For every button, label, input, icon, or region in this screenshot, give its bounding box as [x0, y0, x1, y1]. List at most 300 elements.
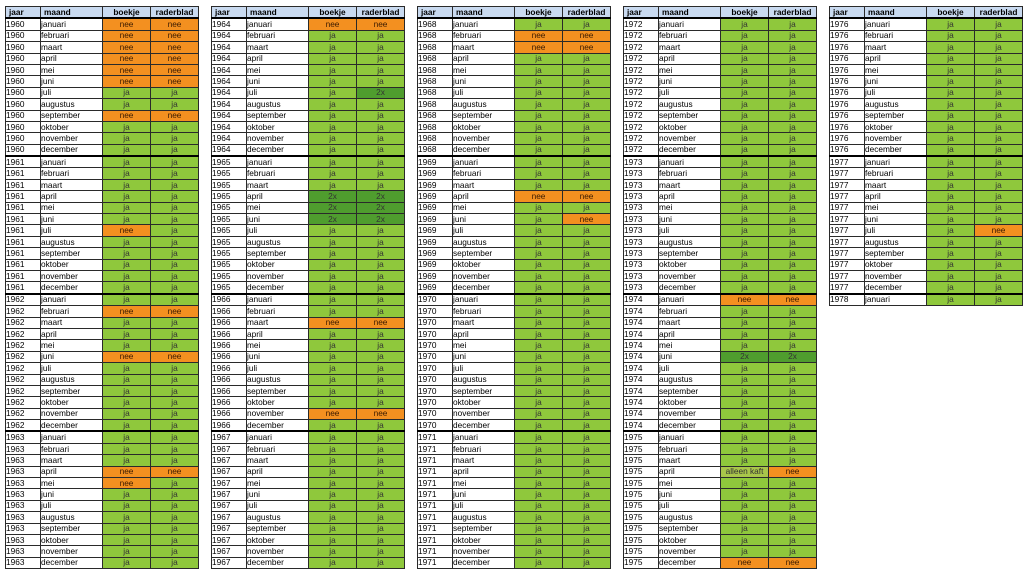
year-cell[interactable]: 1968 — [418, 30, 453, 41]
boekje-cell[interactable]: ja — [721, 236, 769, 247]
raderblad-cell[interactable]: ja — [975, 144, 1023, 156]
year-cell[interactable]: 1972 — [624, 133, 659, 144]
raderblad-cell[interactable]: ja — [563, 385, 611, 396]
month-cell[interactable]: mei — [453, 202, 515, 213]
raderblad-cell[interactable]: ja — [975, 30, 1023, 41]
boekje-cell[interactable]: ja — [927, 110, 975, 121]
raderblad-cell[interactable]: ja — [769, 214, 817, 225]
month-cell[interactable]: juli — [659, 225, 721, 236]
boekje-cell[interactable]: nee — [103, 351, 151, 362]
boekje-cell[interactable]: ja — [515, 443, 563, 454]
month-cell[interactable]: september — [247, 523, 309, 534]
year-cell[interactable]: 1960 — [6, 121, 41, 132]
boekje-cell[interactable]: ja — [721, 270, 769, 281]
month-cell[interactable]: februari — [659, 306, 721, 317]
boekje-cell[interactable]: ja — [515, 144, 563, 156]
raderblad-cell[interactable]: ja — [151, 282, 199, 294]
year-cell[interactable]: 1975 — [624, 546, 659, 557]
boekje-cell[interactable]: ja — [103, 144, 151, 156]
boekje-cell[interactable]: ja — [515, 385, 563, 396]
month-cell[interactable]: augustus — [865, 99, 927, 110]
year-cell[interactable]: 1973 — [624, 214, 659, 225]
raderblad-cell[interactable]: ja — [563, 478, 611, 489]
year-cell[interactable]: 1968 — [418, 87, 453, 98]
year-cell[interactable]: 1974 — [624, 317, 659, 328]
boekje-cell[interactable]: ja — [309, 397, 357, 408]
boekje-cell[interactable]: ja — [721, 202, 769, 213]
boekje-cell[interactable]: ja — [721, 546, 769, 557]
year-cell[interactable]: 1977 — [830, 259, 865, 270]
month-cell[interactable]: augustus — [247, 236, 309, 247]
year-cell[interactable]: 1973 — [624, 168, 659, 179]
raderblad-cell[interactable]: ja — [975, 42, 1023, 53]
year-cell[interactable]: 1961 — [6, 236, 41, 247]
boekje-cell[interactable]: ja — [309, 500, 357, 511]
month-cell[interactable]: november — [659, 546, 721, 557]
raderblad-cell[interactable]: ja — [151, 144, 199, 156]
month-cell[interactable]: januari — [247, 156, 309, 168]
month-cell[interactable]: januari — [41, 18, 103, 30]
boekje-cell[interactable]: ja — [721, 512, 769, 523]
raderblad-cell[interactable]: ja — [975, 156, 1023, 168]
month-cell[interactable]: oktober — [865, 259, 927, 270]
month-cell[interactable]: juli — [41, 87, 103, 98]
month-cell[interactable]: januari — [659, 18, 721, 30]
month-cell[interactable]: april — [453, 466, 515, 477]
raderblad-cell[interactable]: ja — [563, 546, 611, 557]
year-cell[interactable]: 1962 — [6, 397, 41, 408]
year-cell[interactable]: 1974 — [624, 385, 659, 396]
month-cell[interactable]: januari — [865, 294, 927, 306]
month-cell[interactable]: april — [659, 466, 721, 477]
boekje-cell[interactable]: ja — [721, 523, 769, 534]
year-cell[interactable]: 1969 — [418, 179, 453, 190]
month-cell[interactable]: april — [865, 53, 927, 64]
year-cell[interactable]: 1968 — [418, 121, 453, 132]
year-cell[interactable]: 1969 — [418, 191, 453, 202]
raderblad-cell[interactable]: ja — [769, 64, 817, 75]
month-cell[interactable]: april — [453, 191, 515, 202]
year-cell[interactable]: 1960 — [6, 87, 41, 98]
boekje-cell[interactable]: nee — [103, 466, 151, 477]
boekje-cell[interactable]: ja — [103, 179, 151, 190]
boekje-cell[interactable]: nee — [309, 408, 357, 419]
year-cell[interactable]: 1963 — [6, 523, 41, 534]
boekje-cell[interactable]: ja — [721, 455, 769, 466]
month-cell[interactable]: maart — [659, 42, 721, 53]
month-cell[interactable]: juli — [453, 225, 515, 236]
boekje-cell[interactable]: ja — [309, 144, 357, 156]
month-cell[interactable]: mei — [453, 64, 515, 75]
month-cell[interactable]: augustus — [247, 99, 309, 110]
month-cell[interactable]: december — [453, 420, 515, 432]
month-cell[interactable]: juli — [41, 363, 103, 374]
raderblad-cell[interactable]: ja — [975, 236, 1023, 247]
raderblad-cell[interactable]: 2x — [357, 214, 405, 225]
year-cell[interactable]: 1974 — [624, 328, 659, 339]
year-cell[interactable]: 1970 — [418, 306, 453, 317]
year-cell[interactable]: 1967 — [212, 523, 247, 534]
year-cell[interactable]: 1961 — [6, 214, 41, 225]
raderblad-cell[interactable]: ja — [563, 168, 611, 179]
boekje-cell[interactable]: ja — [721, 385, 769, 396]
boekje-cell[interactable]: ja — [309, 282, 357, 294]
month-cell[interactable]: juni — [453, 489, 515, 500]
raderblad-cell[interactable]: ja — [975, 76, 1023, 87]
boekje-cell[interactable]: ja — [103, 191, 151, 202]
raderblad-cell[interactable]: nee — [769, 466, 817, 477]
raderblad-cell[interactable]: ja — [151, 340, 199, 351]
month-cell[interactable]: maart — [659, 317, 721, 328]
year-cell[interactable]: 1975 — [624, 500, 659, 511]
month-cell[interactable]: februari — [41, 443, 103, 454]
raderblad-cell[interactable]: ja — [769, 99, 817, 110]
year-cell[interactable]: 1966 — [212, 306, 247, 317]
boekje-cell[interactable]: ja — [309, 420, 357, 432]
raderblad-cell[interactable]: ja — [357, 374, 405, 385]
boekje-cell[interactable]: ja — [103, 523, 151, 534]
boekje-cell[interactable]: ja — [721, 156, 769, 168]
month-cell[interactable]: augustus — [453, 512, 515, 523]
year-cell[interactable]: 1965 — [212, 156, 247, 168]
boekje-cell[interactable]: ja — [309, 478, 357, 489]
month-cell[interactable]: april — [453, 53, 515, 64]
year-cell[interactable]: 1968 — [418, 42, 453, 53]
month-cell[interactable]: april — [659, 53, 721, 64]
year-cell[interactable]: 1975 — [624, 557, 659, 568]
month-cell[interactable]: oktober — [41, 534, 103, 545]
raderblad-cell[interactable]: nee — [151, 64, 199, 75]
boekje-cell[interactable]: ja — [515, 363, 563, 374]
boekje-cell[interactable]: ja — [515, 557, 563, 568]
boekje-cell[interactable]: ja — [927, 156, 975, 168]
boekje-cell[interactable]: ja — [927, 270, 975, 281]
raderblad-cell[interactable]: ja — [357, 156, 405, 168]
month-cell[interactable]: oktober — [41, 121, 103, 132]
year-cell[interactable]: 1964 — [212, 121, 247, 132]
boekje-cell[interactable]: ja — [515, 259, 563, 270]
boekje-cell[interactable]: ja — [721, 248, 769, 259]
month-cell[interactable]: oktober — [247, 121, 309, 132]
month-cell[interactable]: januari — [247, 431, 309, 443]
boekje-cell[interactable]: ja — [721, 18, 769, 30]
month-cell[interactable]: maart — [247, 42, 309, 53]
boekje-cell[interactable]: nee — [103, 64, 151, 75]
raderblad-cell[interactable]: ja — [563, 121, 611, 132]
month-cell[interactable]: december — [41, 282, 103, 294]
month-cell[interactable]: juli — [865, 87, 927, 98]
year-cell[interactable]: 1960 — [6, 110, 41, 121]
year-cell[interactable]: 1961 — [6, 225, 41, 236]
year-cell[interactable]: 1965 — [212, 168, 247, 179]
boekje-cell[interactable]: ja — [103, 557, 151, 568]
raderblad-cell[interactable]: ja — [563, 500, 611, 511]
month-cell[interactable]: september — [453, 248, 515, 259]
year-cell[interactable]: 1977 — [830, 202, 865, 213]
raderblad-cell[interactable]: ja — [357, 53, 405, 64]
raderblad-cell[interactable]: ja — [563, 282, 611, 294]
year-cell[interactable]: 1977 — [830, 214, 865, 225]
boekje-cell[interactable]: ja — [515, 76, 563, 87]
year-cell[interactable]: 1964 — [212, 110, 247, 121]
year-cell[interactable]: 1974 — [624, 408, 659, 419]
month-cell[interactable]: maart — [453, 42, 515, 53]
boekje-cell[interactable]: ja — [721, 443, 769, 454]
raderblad-cell[interactable]: ja — [151, 455, 199, 466]
month-cell[interactable]: december — [453, 282, 515, 294]
month-cell[interactable]: juli — [247, 363, 309, 374]
boekje-cell[interactable]: ja — [721, 42, 769, 53]
raderblad-cell[interactable]: ja — [357, 420, 405, 432]
month-cell[interactable]: november — [453, 408, 515, 419]
raderblad-cell[interactable]: ja — [975, 282, 1023, 294]
raderblad-cell[interactable]: ja — [151, 385, 199, 396]
boekje-cell[interactable]: ja — [515, 225, 563, 236]
raderblad-cell[interactable]: ja — [357, 534, 405, 545]
year-cell[interactable]: 1966 — [212, 374, 247, 385]
boekje-cell[interactable]: ja — [927, 259, 975, 270]
raderblad-cell[interactable]: ja — [563, 523, 611, 534]
month-cell[interactable]: maart — [247, 455, 309, 466]
month-cell[interactable]: april — [659, 191, 721, 202]
raderblad-cell[interactable]: ja — [563, 156, 611, 168]
month-cell[interactable]: september — [247, 385, 309, 396]
raderblad-cell[interactable]: ja — [151, 328, 199, 339]
month-cell[interactable]: september — [659, 248, 721, 259]
raderblad-cell[interactable]: nee — [357, 317, 405, 328]
year-cell[interactable]: 1974 — [624, 351, 659, 362]
raderblad-cell[interactable]: ja — [357, 546, 405, 557]
month-cell[interactable]: februari — [865, 30, 927, 41]
boekje-cell[interactable]: nee — [103, 30, 151, 41]
boekje-cell[interactable]: ja — [103, 546, 151, 557]
year-cell[interactable]: 1965 — [212, 191, 247, 202]
year-cell[interactable]: 1962 — [6, 420, 41, 432]
raderblad-cell[interactable]: nee — [151, 306, 199, 317]
month-cell[interactable]: oktober — [41, 259, 103, 270]
year-cell[interactable]: 1967 — [212, 512, 247, 523]
raderblad-cell[interactable]: nee — [151, 42, 199, 53]
raderblad-cell[interactable]: ja — [563, 202, 611, 213]
raderblad-cell[interactable]: ja — [151, 500, 199, 511]
raderblad-cell[interactable]: ja — [975, 53, 1023, 64]
month-cell[interactable]: oktober — [247, 534, 309, 545]
month-cell[interactable]: september — [865, 248, 927, 259]
raderblad-cell[interactable]: ja — [769, 168, 817, 179]
boekje-cell[interactable]: nee — [103, 42, 151, 53]
year-cell[interactable]: 1961 — [6, 179, 41, 190]
raderblad-cell[interactable]: ja — [975, 168, 1023, 179]
month-cell[interactable]: januari — [41, 431, 103, 443]
month-cell[interactable]: november — [41, 133, 103, 144]
raderblad-cell[interactable]: ja — [563, 225, 611, 236]
month-cell[interactable]: juni — [453, 76, 515, 87]
month-cell[interactable]: maart — [41, 455, 103, 466]
month-cell[interactable]: november — [453, 546, 515, 557]
raderblad-cell[interactable]: ja — [563, 466, 611, 477]
month-cell[interactable]: juni — [865, 76, 927, 87]
raderblad-cell[interactable]: ja — [357, 259, 405, 270]
boekje-cell[interactable]: ja — [515, 110, 563, 121]
boekje-cell[interactable]: ja — [927, 53, 975, 64]
boekje-cell[interactable]: ja — [515, 282, 563, 294]
year-cell[interactable]: 1976 — [830, 64, 865, 75]
raderblad-cell[interactable]: ja — [563, 363, 611, 374]
year-cell[interactable]: 1971 — [418, 534, 453, 545]
boekje-cell[interactable]: ja — [103, 534, 151, 545]
raderblad-cell[interactable]: ja — [151, 191, 199, 202]
year-cell[interactable]: 1966 — [212, 328, 247, 339]
boekje-cell[interactable]: ja — [927, 64, 975, 75]
month-cell[interactable]: juni — [453, 351, 515, 362]
year-cell[interactable]: 1968 — [418, 64, 453, 75]
year-cell[interactable]: 1967 — [212, 534, 247, 545]
year-cell[interactable]: 1966 — [212, 340, 247, 351]
month-cell[interactable]: november — [659, 133, 721, 144]
boekje-cell[interactable]: ja — [515, 156, 563, 168]
month-cell[interactable]: juni — [247, 76, 309, 87]
month-cell[interactable]: augustus — [453, 236, 515, 247]
boekje-cell[interactable]: ja — [515, 306, 563, 317]
boekje-cell[interactable]: ja — [309, 236, 357, 247]
year-cell[interactable]: 1964 — [212, 18, 247, 30]
year-cell[interactable]: 1974 — [624, 340, 659, 351]
boekje-cell[interactable]: ja — [309, 523, 357, 534]
boekje-cell[interactable]: ja — [309, 385, 357, 396]
raderblad-cell[interactable]: nee — [563, 42, 611, 53]
month-cell[interactable]: december — [659, 420, 721, 432]
boekje-cell[interactable]: ja — [515, 489, 563, 500]
year-cell[interactable]: 1970 — [418, 397, 453, 408]
boekje-cell[interactable]: ja — [309, 30, 357, 41]
boekje-cell[interactable]: ja — [103, 443, 151, 454]
boekje-cell[interactable]: ja — [309, 466, 357, 477]
month-cell[interactable]: juli — [247, 500, 309, 511]
raderblad-cell[interactable]: ja — [563, 110, 611, 121]
year-cell[interactable]: 1964 — [212, 144, 247, 156]
raderblad-cell[interactable]: ja — [563, 351, 611, 362]
year-cell[interactable]: 1972 — [624, 99, 659, 110]
month-cell[interactable]: mei — [41, 478, 103, 489]
year-cell[interactable]: 1970 — [418, 340, 453, 351]
year-cell[interactable]: 1971 — [418, 523, 453, 534]
boekje-cell[interactable]: nee — [103, 306, 151, 317]
year-cell[interactable]: 1970 — [418, 408, 453, 419]
month-cell[interactable]: september — [453, 110, 515, 121]
month-cell[interactable]: april — [41, 191, 103, 202]
month-cell[interactable]: februari — [453, 168, 515, 179]
raderblad-cell[interactable]: ja — [151, 294, 199, 306]
month-cell[interactable]: maart — [453, 179, 515, 190]
boekje-cell[interactable]: ja — [927, 282, 975, 294]
raderblad-cell[interactable]: ja — [769, 489, 817, 500]
year-cell[interactable]: 1972 — [624, 18, 659, 30]
boekje-cell[interactable]: ja — [103, 317, 151, 328]
year-cell[interactable]: 1978 — [830, 294, 865, 306]
raderblad-cell[interactable]: ja — [769, 282, 817, 294]
year-cell[interactable]: 1968 — [418, 99, 453, 110]
raderblad-cell[interactable]: ja — [769, 87, 817, 98]
boekje-cell[interactable]: ja — [927, 121, 975, 132]
year-cell[interactable]: 1972 — [624, 53, 659, 64]
year-cell[interactable]: 1970 — [418, 363, 453, 374]
raderblad-cell[interactable]: ja — [357, 443, 405, 454]
year-cell[interactable]: 1970 — [418, 351, 453, 362]
year-cell[interactable]: 1961 — [6, 156, 41, 168]
raderblad-cell[interactable]: ja — [357, 557, 405, 568]
raderblad-cell[interactable]: ja — [769, 420, 817, 432]
boekje-cell[interactable]: ja — [103, 328, 151, 339]
boekje-cell[interactable]: ja — [721, 179, 769, 190]
year-cell[interactable]: 1969 — [418, 168, 453, 179]
boekje-cell[interactable]: ja — [515, 18, 563, 30]
year-cell[interactable]: 1975 — [624, 534, 659, 545]
year-cell[interactable]: 1960 — [6, 18, 41, 30]
month-cell[interactable]: december — [247, 282, 309, 294]
month-cell[interactable]: januari — [453, 18, 515, 30]
raderblad-cell[interactable]: ja — [563, 133, 611, 144]
raderblad-cell[interactable]: ja — [357, 282, 405, 294]
raderblad-cell[interactable]: ja — [563, 259, 611, 270]
month-cell[interactable]: februari — [41, 30, 103, 41]
month-cell[interactable]: april — [41, 53, 103, 64]
year-cell[interactable]: 1976 — [830, 133, 865, 144]
year-cell[interactable]: 1976 — [830, 110, 865, 121]
raderblad-cell[interactable]: ja — [563, 328, 611, 339]
month-cell[interactable]: november — [659, 270, 721, 281]
month-cell[interactable]: september — [247, 248, 309, 259]
boekje-cell[interactable]: ja — [515, 523, 563, 534]
raderblad-cell[interactable]: nee — [151, 18, 199, 30]
boekje-cell[interactable]: ja — [103, 236, 151, 247]
month-cell[interactable]: september — [41, 110, 103, 121]
raderblad-cell[interactable]: nee — [151, 466, 199, 477]
boekje-cell[interactable]: ja — [721, 420, 769, 432]
month-cell[interactable]: mei — [247, 64, 309, 75]
month-cell[interactable]: september — [41, 523, 103, 534]
year-cell[interactable]: 1972 — [624, 76, 659, 87]
boekje-cell[interactable]: ja — [515, 351, 563, 362]
month-cell[interactable]: december — [865, 282, 927, 294]
raderblad-cell[interactable]: ja — [357, 225, 405, 236]
year-cell[interactable]: 1972 — [624, 144, 659, 156]
year-cell[interactable]: 1965 — [212, 248, 247, 259]
month-cell[interactable]: februari — [41, 306, 103, 317]
month-cell[interactable]: oktober — [659, 534, 721, 545]
boekje-cell[interactable]: alleen kaft — [721, 466, 769, 477]
month-cell[interactable]: november — [865, 133, 927, 144]
raderblad-cell[interactable]: ja — [151, 534, 199, 545]
year-cell[interactable]: 1965 — [212, 214, 247, 225]
raderblad-cell[interactable]: ja — [563, 53, 611, 64]
month-cell[interactable]: maart — [453, 317, 515, 328]
year-cell[interactable]: 1976 — [830, 18, 865, 30]
month-cell[interactable]: augustus — [247, 374, 309, 385]
boekje-cell[interactable]: ja — [309, 156, 357, 168]
raderblad-cell[interactable]: ja — [769, 110, 817, 121]
month-cell[interactable]: april — [247, 191, 309, 202]
year-cell[interactable]: 1960 — [6, 144, 41, 156]
boekje-cell[interactable]: ja — [515, 397, 563, 408]
year-cell[interactable]: 1962 — [6, 306, 41, 317]
boekje-cell[interactable]: nee — [515, 191, 563, 202]
boekje-cell[interactable]: 2x — [721, 351, 769, 362]
raderblad-cell[interactable]: ja — [563, 236, 611, 247]
boekje-cell[interactable]: ja — [721, 225, 769, 236]
boekje-cell[interactable]: ja — [309, 168, 357, 179]
boekje-cell[interactable]: ja — [515, 236, 563, 247]
month-cell[interactable]: april — [659, 328, 721, 339]
